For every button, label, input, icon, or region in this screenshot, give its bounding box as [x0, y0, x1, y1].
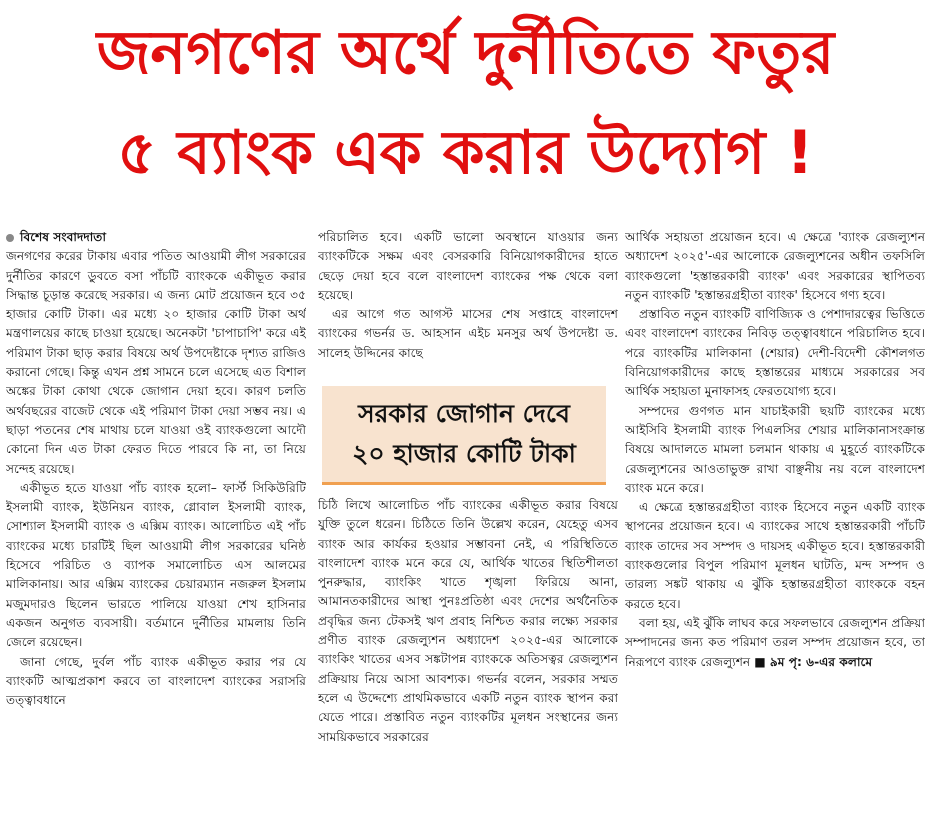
paragraph: প্রস্তাবিত নতুন ব্যাংকটি বাণিজ্যিক ও পেশাদারত্বের ভিত্তিতে এবং বাংলাদেশ ব্যাংকের নিবিড় তত্ত্বাবধানে পরিচালিত হবে। পরে ব্যাংকটির মালিকানা (শেয়ার) দেশী-বিদেশী কৌশলগত বিনিয়োগকারীদের কাছে হস্তান্তরের মাধ্যমে সরকারের সব আর্থিক সহায়তা মুনাফাসহ ফেরতযোগ্য হবে।	[625, 307, 925, 399]
article-column-1	[6, 228, 306, 816]
paragraph: একীভূত হতে যাওয়া পাঁচ ব্যাংক হলো– ফার্স্ট সিকিউরিটি ইসলামী ব্যাংক, ইউনিয়ন ব্যাংক, গ্লোবাল ইসলামী ব্যাংক, সোশ্যাল ইসলামী ব্যাংক ও এক্সিম ব্যাংক। আলোচিত এই পাঁচ ব্যাংকের মধ্যে চারটিই ছিল আওয়ামী লীগ সরকারের ঘনিষ্ঠ হিসেবে পরিচিত ও ব্যাপক সমালোচিত এস আলমের মালিকানায়। আর এক্সিম ব্যাংকের চেয়ারম্যান নজরুল ইসলাম মজুমদারও ছিলেন ভারতে পালিয়ে যাওয়া শেখ হাসিনার একজন অনুগত ব্যবসায়ী। বর্তমানে দুর্নীতির মামলায় তিনি জেলে রয়েছেন।	[6, 480, 306, 650]
paragraph: আর্থিক সহায়তা প্রয়োজন হবে। এ ক্ষেত্রে 'ব্যাংক রেজল্যুশন অধ্যাদেশ ২০২৫'-এর আলোকে রেজল্যুশনের অধীন তফসিলি ব্যাংকগুলো 'হস্তান্তরকারী ব্যাংক' এবং সরকারের স্থাপিতব্য নতুন ব্যাংকটি 'হস্তান্তরগ্রহীতা ব্যাংক' হিসেবে গণ্য হবে।	[625, 230, 925, 302]
headline-line-1: জনগণের অর্থে দুর্নীতিতে ফতুর	[96, 18, 835, 88]
headline-line-2: ৫ ব্যাংক এক করার উদ্যোগ !	[117, 118, 814, 188]
paragraph: এ ক্ষেত্রে হস্তান্তরগ্রহীতা ব্যাংক হিসেবে নতুন একটি ব্যাংক স্থাপনের প্রয়োজন হবে। এ ব্যাংকের সাথে হস্তান্তরকারী পাঁচটি ব্যাংক তাদের সব সম্পদ ও দায়সহ একীভূত হবে। হস্তান্তরকারী ব্যাংকগুলোর বিপুল পরিমাণ মূলধন ঘাটতি, মন্দ সম্পদ ও তারল্য সঙ্কট থাকায় এ ঝুঁকি হস্তান্তরগ্রহীতা ব্যাংককে বহন করতে হবে।	[625, 500, 925, 611]
continued-reference[interactable]: ■ ৯ম পৃ: ৬-এর কলামে	[754, 654, 873, 669]
continued-reference-text[interactable]: ৯ম পৃ: ৬-এর কলামে	[769, 654, 873, 669]
paragraph-text: বলা হয়, এই ঝুঁকি লাঘব করে সফলভাবে রেজল্যুশন প্রক্রিয়া সম্পাদনের জন্য কত পরিমাণ তরল সম্পদ প্রয়োজন হবে, তা নিরূপণে ব্যাংক রেজল্যুশন	[625, 615, 925, 669]
paragraph-last	[625, 614, 925, 672]
paragraph: জানা গেছে, দুর্বল পাঁচ ব্যাংক একীভূত করার পর যে ব্যাংকটি আত্মপ্রকাশ করবে তা বাংলাদেশ ব্যাংকের সরাসরি তত্ত্বাবধানে	[6, 654, 306, 708]
article-column-2-bottom	[318, 496, 618, 816]
article-column-2-top	[318, 228, 618, 380]
pull-quote-line-1: সরকার জোগান দেবে	[358, 399, 570, 428]
article-column-3	[625, 228, 925, 816]
pull-quote	[322, 386, 606, 485]
byline	[6, 228, 306, 247]
paragraph: এর আগে গত আগস্ট মাসের শেষ সপ্তাহে বাংলাদেশ ব্যাংকের গভর্নর ড. আহসান এইচ মনসুর অর্থ উপদেষ্টা ড. সালেহ উদ্দিনের কাছে	[318, 307, 618, 360]
paragraph: চিঠি লিখে আলোচিত পাঁচ ব্যাংকের একীভূত করার বিষয়ে যুক্তি তুলে ধরেন। চিঠিতে তিনি উল্লেখ করেন, যেহেতু এসব ব্যাংক আর কার্যকর হওয়ার সম্ভাবনা নেই, এ পরিস্থিতিতে বাংলাদেশ ব্যাংক মনে করে যে, আর্থিক খাতের স্থিতিশীলতা পুনরুদ্ধার, ব্যাংকিং খাতে শৃঙ্খলা ফিরিয়ে আনা, আমানতকারীদের আস্থা পুনঃপ্রতিষ্ঠা এবং দেশের অর্থনৈতিক প্রবৃদ্ধির জন্য টেকসই ঋণ প্রবাহ নিশ্চিত করার লক্ষ্যে সরকার প্রণীত ব্যাংক রেজল্যুশন অধ্যাদেশ ২০২৫-এর আলোকে ব্যাংকিং খাতের এসব সঙ্কটাপন্ন ব্যাংককে অতিসত্বর রেজল্যুশন প্রক্রিয়ায় নিয়ে আসা আবশ্যক। গভর্নর বলেন, সরকার সম্মত হলে এ উদ্দেশ্যে প্রাথমিকভাবে একটি নতুন ব্যাংক স্থাপন করা যেতে পারে। প্রস্তাবিত নতুন ব্যাংকটির মূলধন সংস্থানের জন্য সাময়িকভাবে সরকারের	[318, 498, 618, 744]
byline-text: বিশেষ সংবাদদাতা	[20, 230, 106, 244]
headline	[0, 0, 931, 210]
paragraph: পরিচালিত হবে। একটি ভালো অবস্থানে যাওয়ার জন্য ব্যাংকটিকে সক্ষম এবং বেসরকারি বিনিয়োগকারীদের হাতে ছেড়ে দেয়া হবে বলে বাংলাদেশ ব্যাংকের পক্ষ থেকে বলা হয়েছে।	[318, 230, 618, 302]
bullet-icon	[6, 234, 14, 242]
pull-quote-line-2: ২০ হাজার কোটি টাকা	[352, 439, 576, 468]
paragraph: জনগণের করের টাকায় এবার পতিত আওয়ামী লীগ সরকারের দুর্নীতির কারণে ডুবতে বসা পাঁচটি ব্যাংককে একীভূত করার সিদ্ধান্ত চূড়ান্ত করেছে সরকার। এ জন্য মোট প্রয়োজন হবে ৩৫ হাজার কোটি টাকা। এর মধ্যে ২০ হাজার কোটি টাকা অর্থ মন্ত্রণালয়ের কাছে চাওয়া হয়েছে। অনেকটা 'চাপাচাপি' করে এই পরিমাণ টাকা ছাড় করার বিষয়ে অর্থ উপদেষ্টাকে দৃশ্যত রাজিও করানো গেছে। কিন্তু এখন প্রশ্ন সামনে চলে এসেছে এত বিশাল অঙ্কের টাকা কোথা থেকে জোগান দেয়া হবে। কারণ চলতি অর্থবছরের বাজেট থেকে এই পরিমাণ টাকা দেয়া সম্ভব নয়। এ ছাড়া পতনের শেষ মাথায় চলে যাওয়া ওই ব্যাংকগুলো আদৌ কোনো দিন এত টাকা ফেরত দিতে পারবে কি না, তা নিয়ে সন্দেহ রয়েছে।	[6, 249, 306, 476]
paragraph: সম্পদের গুণগত মান যাচাইকারী ছয়টি ব্যাংকের মধ্যে আইসিবি ইসলামী ব্যাংক পিএলসির শেয়ার মালিকানাসংক্রান্ত বিষয়ে আদালতে মামলা চলমান থাকায় এ মুহূর্তে ব্যাংকটিকে রেজল্যুশনের আওতাভুক্ত রাখা বাঞ্ছনীয় নয় বলে বাংলাদেশ ব্যাংক মনে করে।	[625, 403, 925, 495]
